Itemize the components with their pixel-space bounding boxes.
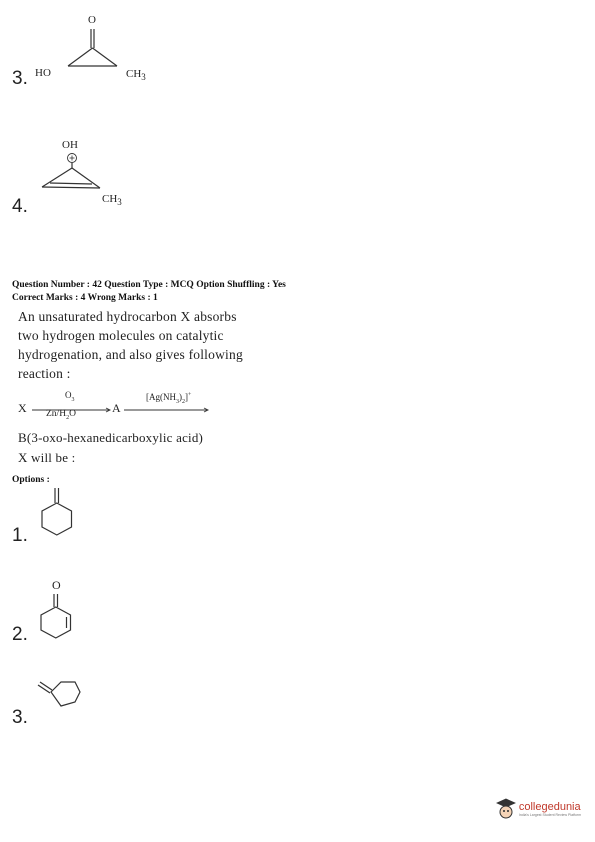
brand-tagline: India's Largest Student Review Platform <box>518 813 581 817</box>
question-meta-line-1: Question Number : 42 Question Type : MCQ Option Shuffling : Yes <box>12 280 286 290</box>
reagent-tollens: $[Ag(NH_3)_2]^+$ <box>146 392 192 405</box>
oh-label: OH <box>62 139 78 151</box>
mascot-icon <box>496 798 516 820</box>
ho-label: HO <box>35 67 51 79</box>
option-3-number: 3. <box>12 68 28 89</box>
reagent-zn-h2o: $Zn/H_2O$ <box>46 409 76 421</box>
cyclopropanone-structure <box>0 0 595 100</box>
question-text-line-3: hydrogenation, and also gives following <box>18 347 243 362</box>
collegedunia-logo <box>496 798 581 820</box>
question-meta-line-2: Correct Marks : 4 Wrong Marks : 1 <box>12 293 158 303</box>
question-text-line-2: two hydrogen molecules on catalytic <box>18 328 224 343</box>
question-text-line-4: reaction : <box>18 366 71 381</box>
option-3-structure <box>0 678 595 728</box>
brand-name: collegedunia <box>518 801 581 813</box>
option-3-number-bottom: 3. <box>12 707 28 728</box>
ch3-label: $CH_3$ <box>126 68 146 83</box>
intermediate-a: A <box>112 401 121 415</box>
option-4-number: 4. <box>12 196 28 217</box>
reactant-x: X <box>18 401 27 415</box>
option-1-structure <box>0 485 595 545</box>
cyclopropenyl-structure <box>0 130 595 210</box>
reagent-ozone: $O_3$ <box>65 390 75 403</box>
question-prompt: X will be : <box>18 450 76 465</box>
option-2-atom-o: O <box>52 578 61 592</box>
atom-o-label: O <box>88 14 96 26</box>
reaction-scheme <box>18 390 278 429</box>
ch3-label-2: $CH_3$ <box>102 193 122 208</box>
question-text-line-1: An unsaturated hydrocarbon X absorbs <box>18 309 237 324</box>
reaction-product: B(3-oxo-hexanedicarboxylic acid) <box>18 430 204 445</box>
option-1-number: 1. <box>12 525 28 546</box>
arrow-2 <box>124 408 214 418</box>
option-2-structure <box>0 585 595 645</box>
options-label: Options : <box>12 475 50 485</box>
option-2-number: 2. <box>12 624 28 645</box>
